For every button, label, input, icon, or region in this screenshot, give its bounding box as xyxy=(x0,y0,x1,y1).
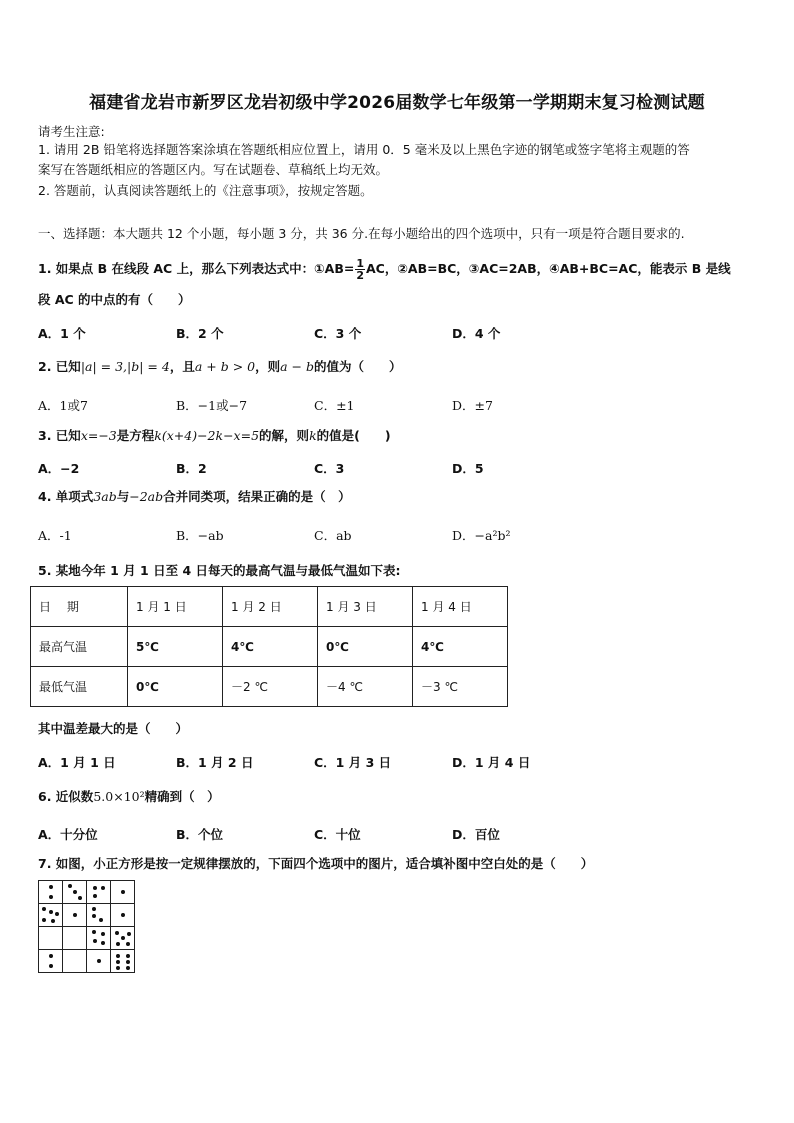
q2-mid-2: ，则 xyxy=(255,359,281,374)
q5-option-b: B．1 月 2 日 xyxy=(176,755,254,770)
dot xyxy=(121,890,125,894)
question-2-stem xyxy=(38,359,402,375)
q6-expression: 5.0×10² xyxy=(93,789,145,804)
notice-line-1b: 案写在答题纸相应的答题区内。写在试题卷、草稿纸上均无效。 xyxy=(38,162,389,177)
q3-option-c: C．3 xyxy=(314,461,345,476)
q3-option-b: B．2 xyxy=(176,461,207,476)
q2-post: 的值为（ ） xyxy=(314,359,402,374)
q1-option-a: A．1 个 xyxy=(38,326,86,341)
q3-mid-2: 的解，则 xyxy=(259,428,310,443)
q3-pre: 3. 已知 xyxy=(38,428,81,443)
table-cell: 最低气温 xyxy=(31,667,128,707)
table-header-cell: 1 月 4 日 xyxy=(413,587,508,627)
q4-option-c: C．ab xyxy=(314,528,352,543)
q4-expression-2: −2ab xyxy=(129,489,164,504)
question-6-stem xyxy=(38,789,220,805)
dot xyxy=(49,954,53,958)
q2-option-a: A．1或7 xyxy=(38,398,88,413)
grid-cell xyxy=(87,927,111,950)
table-row xyxy=(31,627,508,667)
table-cell: 0℃ xyxy=(128,667,223,707)
grid-cell xyxy=(111,950,135,973)
dot xyxy=(49,895,53,899)
q2-expression: a − b xyxy=(280,359,314,374)
q2-option-d: D．±7 xyxy=(452,398,493,413)
q3-expression-3: k xyxy=(309,428,317,443)
dot xyxy=(97,959,101,963)
q3-option-a: A．−2 xyxy=(38,461,80,476)
dot xyxy=(68,884,72,888)
table-header-cell: 1 月 3 日 xyxy=(318,587,413,627)
dot xyxy=(55,912,59,916)
q6-option-d: D．百位 xyxy=(452,827,500,842)
question-5-stem: 5. 某地今年 1 月 1 日至 4 日每天的最高气温与最低气温如下表: xyxy=(38,563,401,578)
dot xyxy=(126,942,130,946)
q4-option-d: D．−a²b² xyxy=(452,528,511,543)
q1-frac-num: 1 xyxy=(356,257,364,270)
grid-cell xyxy=(39,927,63,950)
dot xyxy=(49,964,53,968)
section-heading: 一、选择题：本大题共 12 个小题，每小题 3 分，共 36 分.在每小题给出的四个选项中，只有一项是符合题目要求的. xyxy=(38,226,685,241)
question-4-stem xyxy=(38,489,351,505)
dot xyxy=(121,913,125,917)
q1-option-b: B．2 个 xyxy=(176,326,224,341)
dot xyxy=(73,890,77,894)
dot xyxy=(116,960,120,964)
q6-option-a: A．十分位 xyxy=(38,827,98,842)
question-7-stem: 7. 如图，小正方形是按一定规律摆放的，下面四个选项中的图片，适合填补图中空白处的是（ ） xyxy=(38,856,594,871)
grid-cell xyxy=(63,950,87,973)
q2-mid: ，且 xyxy=(169,359,195,374)
q4-mid: 与 xyxy=(116,489,130,504)
grid-cell xyxy=(111,881,135,904)
dot xyxy=(93,886,97,890)
grid-cell xyxy=(111,904,135,927)
dot xyxy=(93,939,97,943)
q6-pre: 6. 近似数 xyxy=(38,789,94,804)
q1-frac-den: 2 xyxy=(356,269,364,282)
dot xyxy=(92,907,96,911)
dot xyxy=(116,966,120,970)
table-cell: －4 ℃ xyxy=(318,667,413,707)
q6-option-b: B．个位 xyxy=(176,827,224,842)
grid-cell xyxy=(39,950,63,973)
dot xyxy=(73,913,77,917)
dot xyxy=(101,941,105,945)
q1-fraction xyxy=(355,258,365,281)
q4-option-b: B．−ab xyxy=(176,528,224,543)
q4-pre: 4. 单项式 xyxy=(38,489,94,504)
temperature-table xyxy=(30,586,508,707)
q1-post: AC，②AB=BC，③AC=2AB，④AB+BC=AC，能表示 B 是线 xyxy=(366,261,731,276)
table-cell: 4℃ xyxy=(223,627,318,667)
dot xyxy=(92,914,96,918)
dot xyxy=(49,885,53,889)
q3-expression-1: x=−3 xyxy=(80,428,117,443)
q3-option-d: D．5 xyxy=(452,461,484,476)
grid-cell xyxy=(63,904,87,927)
table-cell: 最高气温 xyxy=(31,627,128,667)
dot xyxy=(126,954,130,958)
q4-expression-1: 3ab xyxy=(93,489,117,504)
notice-line-1a: 1. 请用 2B 铅笔将选择题答案涂填在答题纸相应位置上，请用 0．5 毫米及以上黑色字迹的钢笔或签字笔将主观题的答 xyxy=(38,142,690,157)
q3-post: 的值是( ) xyxy=(316,428,391,443)
q3-mid: 是方程 xyxy=(116,428,155,443)
dot xyxy=(126,966,130,970)
grid-cell xyxy=(39,904,63,927)
dot xyxy=(121,936,125,940)
table-row xyxy=(31,587,508,627)
question-1-stem xyxy=(38,256,731,282)
dot xyxy=(116,954,120,958)
table-header-cell: 日 期 xyxy=(31,587,128,627)
table-cell: －3 ℃ xyxy=(413,667,508,707)
dot xyxy=(42,907,46,911)
dot xyxy=(51,919,55,923)
dot xyxy=(126,960,130,964)
question-5-question: 其中温差最大的是（ ） xyxy=(38,721,189,736)
notice-line-2: 2. 答题前，认真阅读答题纸上的《注意事项》，按规定答题。 xyxy=(38,183,373,198)
dot xyxy=(92,930,96,934)
q2-option-b: B．−1或−7 xyxy=(176,398,248,413)
grid-cell-blank xyxy=(63,927,87,950)
grid-cell xyxy=(39,881,63,904)
q1-option-d: D．4 个 xyxy=(452,326,501,341)
table-header-cell: 1 月 2 日 xyxy=(223,587,318,627)
grid-cell xyxy=(87,881,111,904)
q2-pre: 2. 已知 xyxy=(38,359,81,374)
dot xyxy=(49,910,53,914)
q6-post: 精确到（ ） xyxy=(144,789,220,804)
q3-expression-2: k(x+4)−2k−x=5 xyxy=(154,428,260,443)
dot xyxy=(115,931,119,935)
table-row xyxy=(31,667,508,707)
table-cell: 5℃ xyxy=(128,627,223,667)
question-1-line-2: 段 AC 的中点的有（ ） xyxy=(38,292,191,307)
grid-cell xyxy=(63,881,87,904)
dot xyxy=(99,918,103,922)
dot xyxy=(101,886,105,890)
q2-condition: |a| = 3,|b| = 4 xyxy=(80,359,170,374)
dot xyxy=(101,932,105,936)
table-header-cell: 1 月 1 日 xyxy=(128,587,223,627)
q1-pre: 1. 如果点 B 在线段 AC 上，那么下列表达式中：①AB= xyxy=(38,261,355,276)
table-cell: －2 ℃ xyxy=(223,667,318,707)
q1-option-c: C．3 个 xyxy=(314,326,362,341)
table-cell: 0℃ xyxy=(318,627,413,667)
dot-pattern-grid xyxy=(38,880,135,973)
grid-cell xyxy=(111,927,135,950)
q4-post: 合并同类项，结果正确的是（ ） xyxy=(163,489,351,504)
notice-heading: 请考生注意: xyxy=(38,124,105,139)
q5-option-c: C．1 月 3 日 xyxy=(314,755,392,770)
page-title: 福建省龙岩市新罗区龙岩初级中学2026届数学七年级第一学期期末复习检测试题 xyxy=(89,93,705,113)
dot xyxy=(127,932,131,936)
dot xyxy=(78,896,82,900)
q5-option-a: A．1 月 1 日 xyxy=(38,755,116,770)
dot xyxy=(42,918,46,922)
q2-condition-2: a + b > 0 xyxy=(194,359,256,374)
q2-option-c: C．±1 xyxy=(314,398,355,413)
q6-option-c: C．十位 xyxy=(314,827,361,842)
dot xyxy=(116,942,120,946)
question-3-stem xyxy=(38,428,391,444)
dot xyxy=(93,894,97,898)
q5-option-d: D．1 月 4 日 xyxy=(452,755,531,770)
q4-option-a: A．-1 xyxy=(38,528,72,543)
grid-cell xyxy=(87,950,111,973)
grid-cell xyxy=(87,904,111,927)
table-cell: 4℃ xyxy=(413,627,508,667)
